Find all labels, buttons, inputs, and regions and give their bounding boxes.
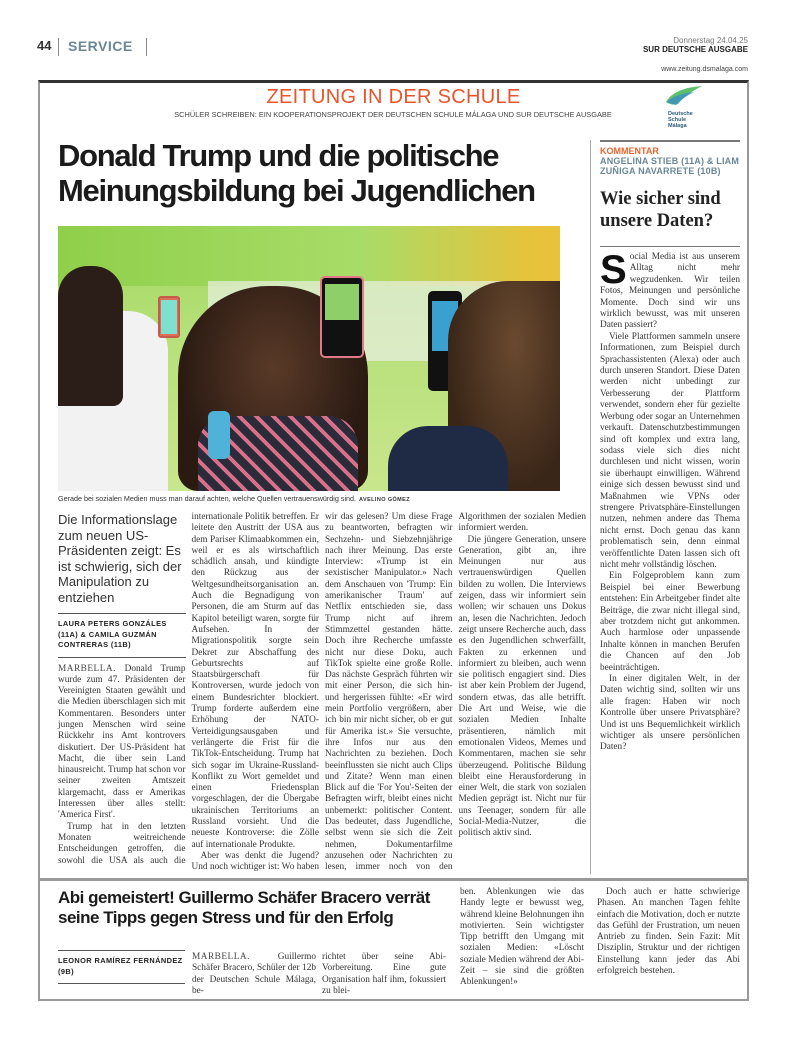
logo-text: Deutsche Schule Málaga	[668, 111, 693, 129]
comment-body	[600, 246, 740, 754]
second-article-column: MARBELLA. Guillermo Schäfer Bracero, Schüler der 12b der Deutschen Schule Málaga, be-	[192, 952, 316, 996]
paragraph: Die jüngere Generation, unsere Generation, gibt an, ihre Meinungen nur aus vertrauenswürdigen Quellen bilden zu wollen. Die Interviews zeigen, dass wir informiert sein wollen; wir schauen uns Dokus an, lesen die Nachrichten. Jedoch zeigt unsere Recherche auch, dass es den Jugendlichen schwerfällt, Fakten zu erkennen und informiert zu bleiben, auch wenn sie politisch engagiert sind. Dies ist aber kein Problem der Jugend, sondern etwas, das alle betrifft. Die Art und Weise, wie die sozialen Medien Inhalte präsentieren, nämlich mit emotionalen Videos, Memes und Kommentaren, machen sie sehr überzeugend. Politische Bildung bleibt eine Herausforderung in einer Welt, die stark von sozialen Medien geprägt ist. Nicht nur für uns Teenager, sondern für alle Social-Media-Nutzer, die politisch aktiv sind.	[458, 534, 586, 839]
comment-label: KOMMENTAR	[600, 146, 659, 156]
paragraph: Viele Plattformen sammeln unsere Informationen, zum Beispiel durch Sprachassistenten (Alexa) oder auch durch unseren Standort. Diese Daten werden nicht unbedingt zur Verbesserung der Plattform verwendet, sondern eher für gezielte Werbung oder sogar an Unternehmen verkauft. Datenschutzbestimmungen sind oft komplex und extra lang, sodass viele sich dies nicht durchlesen und nicht wissen, worin sie überhaupt einwilligen. Während einige sich dessen bewusst sind und Maßnahmen wie VPNs oder strengere Privatsphäre-Einstellungen nutzen, nehmen andere das Thema nicht ernst. Doch genau das kann problematisch sein, denn einmal veröffentlichte Daten lassen sich oft nicht mehr vollständig löschen.	[600, 331, 740, 570]
divider	[58, 38, 59, 56]
photo-caption: Gerade bei sozialen Medien muss man darauf achten, welche Quellen vertrauenswürdig sind. AVELINO GÓMEZ	[58, 494, 410, 503]
main-headline: Donald Trump und die politische Meinungsbildung bei Jugendlichen	[58, 138, 535, 208]
paragraph: In einer digitalen Welt, in der Daten wichtig sind, sollten wir uns alle fragen: Haben wir noch Kontrolle über unsere Privatsphäre? Und ist uns Bequemlichkeit wirklich wichtiger als unsere persönlichen Daten?	[600, 674, 740, 753]
comment-header	[600, 140, 740, 232]
website-link[interactable]: www.zeitung.dsmalaga.com	[661, 66, 748, 73]
dateline: MARBELLA.	[58, 663, 116, 674]
banner-title: ZEITUNG IN DER SCHULE	[266, 86, 521, 108]
article-subhead: Die Informationslage zum neuen US-Präsidenten zeigt: Es ist schwierig, sich der Manipulation zu entziehen	[58, 512, 182, 605]
second-headline: Abi gemeistert! Guillermo Schäfer Bracero verrät seine Tipps gegen Stress und für den Erfolg	[58, 888, 430, 927]
page-number: 44	[37, 38, 52, 53]
photo-credit: AVELINO GÓMEZ	[359, 497, 410, 503]
drop-cap: S	[600, 248, 627, 292]
second-article-column: Doch auch er hatte schwierige Phasen. An manchen Tagen fehlte einfach die Motivation, doch er nutzte das Gefühl der Frustration, um neuen Antrieb zu finden. Sein Fazit: Mit Disziplin, Struktur und der richtigen Einstellung kann jeder das Abi erfolgreich bestehen.	[597, 887, 740, 977]
edition-name: SUR DEUTSCHE AUSGABE	[642, 45, 748, 54]
divider	[146, 38, 147, 56]
banner-subtitle: SCHÜLER SCHREIBEN: EIN KOOPERATIONSPROJEKT DER DEUTSCHEN SCHULE MÁLAGA UND SUR DEUTSCHE AUSGABE	[174, 110, 612, 119]
comment-authors: ANGELINA STIEB (11A) & LIAM ZUÑIGA NAVARRETE (10B)	[600, 156, 740, 176]
section-divider	[38, 878, 749, 881]
paragraph: Social Media ist aus unserem Alltag nicht mehr wegzudenken. Wir teilen Fotos, Meinungen und persönliche Momente. Doch sind wir uns wirklich bewusst, was mit unseren Daten passiert?	[600, 248, 740, 331]
issue-date: Donnerstag 24.04.25	[673, 36, 748, 45]
paragraph: Trump hat in den letzten Monaten weitreichende Entscheidungen getroffen, die sowohl die USA als auch die internationale Politik betreffen. Er leitete den Austritt der USA aus dem Pariser Klimaabkommen ein, weil er es als wirtschaftlich schädlich ansah, und kündigte den Rückzug aus der Weltgesundheitsorganisation an. Auch die Begnadigung von Personen, die am Sturm auf das Kapitol beteiligt waren, sorgte für Aufsehen. In der Migrationspolitik sorgte sein Dekret zur Abschaffung des Geburtsrechts auf Staatsbürgerschaft für Kontroversen, wurde jedoch von einem Bundesrichter blockiert. Trump forderte außerdem eine Erhöhung der NATO-Verteidigungsausgaben und verlängerte die Frist für die TikTok-Entscheidung. Trump hat sich sogar im Ukraine-Russland-Konflikt zu Wort gemeldet und einen Friedensplan vorgeschlagen, der die Übergabe ukrainischen Territoriums an Russland vorsieht. Und die neueste Kontroverse: die Zölle auf internationale Produkte.	[58, 512, 319, 866]
paragraph: Aber was denkt die Jugend? Und noch wichtiger ist: Wo haben wir das gelesen? Um diese Frage zu beantworten, befragten wir Sechzehn- und Siebzehnjährige nach ihrer Meinung. Das erste Interview: «Trump ist ein sexistischer Manipulator.» Nach dem Anschauen von 'Trump: Ein amerikanischer Traum' auf Netflix entschieden sie, dass Trump nicht auf ihrem Stimmzettel gestanden hätte. Doch ihre Recherche umfasste nicht nur diese Doku, auch TikTok spielte eine große Rolle. Das nächste Gespräch führten wir mit einer Person, die sich hin- und hergerissen fühlte: «Er wird mein Portfolio vergrößern, aber ich bin mir nicht sicher, ob er gut für Amerika ist.» Sie versuchte, ihre Infos nur aus den Nachrichten zu beziehen. Doch beeinflussten sie nicht auch Clips und Zitate? Wenn man einen Blick auf die 'For You'-Seiten der Befragten wirft, bleibt eines nicht unbemerkt: politischer Content. Das bedeutet, dass Jugendliche, selbst wenn sie sich die Zeit nehmen, Dokumentarfilme anzusehen oder Nachrichten zu lesen, immer noch von den Algorithmen der sozialen Medien informiert werden.	[191, 512, 586, 873]
main-article-body	[58, 512, 586, 874]
dateline: MARBELLA.	[192, 952, 250, 962]
section-name: SERVICE	[68, 38, 133, 54]
paragraph: Ein Folgeproblem kann zum Beispiel bei einer Bewerbung entstehen: Ein Arbeitgeber findet alte Beiträge, die zwar nicht illegal sind, aber trotzdem nicht gut ankommen. Auch harmlose oder unpassende Inhalte können in manchen Berufen die Chancen auf den Job beeinträchtigen.	[600, 571, 740, 673]
swoosh-icon	[664, 84, 704, 106]
comment-title: Wie sicher sind unsere Daten?	[600, 189, 721, 231]
paragraph: MARBELLA. Donald Trump wurde zum 47. Präsidenten der Vereinigten Staaten gewählt und die Medien überschlagen sich mit Kommentaren. Besonders unter jungen Menschen wird seine Rückkehr ins Amt kontrovers diskutiert. Der US-Präsident hat Macht, die über sein Land hinausreicht. Trump hat schon vor seiner zweiten Amtszeit klargemacht, dass er Amerikas Interessen über alles stellt: 'America First'.	[58, 663, 186, 821]
article-authors: LAURA PETERS GONZÁLES (11A) & CAMILA GUZMÁN CONTRERAS (11B)	[58, 613, 186, 658]
second-article-column: ben. Ablenkungen wie das Handy legte er bewusst weg, während kleine Belohnungen ihn motivierten. Sein wichtigster Tipp betrifft den Umgang mit sozialen Medien: «Löscht soziale Medien während der Abi-Zeit – sie sind die größten Ablenkungen!»	[460, 887, 584, 988]
column-divider	[590, 140, 591, 874]
second-article-authors: LEONOR RAMÍREZ FERNÁNDEZ (9B)	[58, 950, 185, 984]
second-article-column: richtet über seine Abi-Vorbereitung. Eine gute Organisation half ihm, fokussiert zu blei-	[322, 952, 446, 996]
article-photo	[58, 226, 560, 491]
comment-column	[600, 140, 740, 754]
school-logo	[664, 84, 710, 129]
